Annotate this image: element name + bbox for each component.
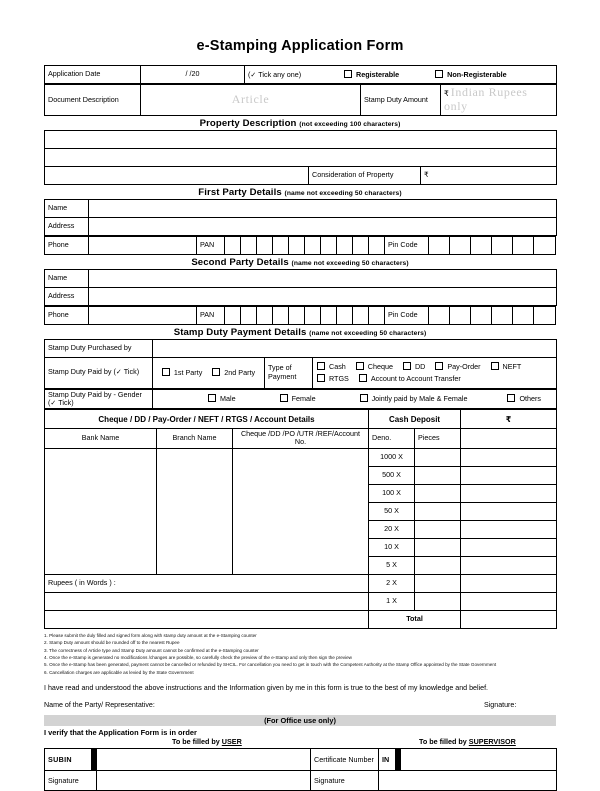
second-party-heading: Second Party Details (name not exceeding 50 characters) [191, 256, 409, 268]
stamp-duty-amount-input[interactable] [441, 85, 557, 116]
instrument-no-input[interactable] [233, 448, 369, 574]
pan-box[interactable] [257, 306, 273, 324]
deno-label: 5 X [369, 556, 415, 574]
second-party-option[interactable]: 2nd Party [212, 368, 255, 377]
signature-left-input[interactable] [97, 771, 311, 791]
first-party-phone-label: Phone [45, 236, 89, 254]
deno-pieces-input[interactable] [415, 520, 461, 538]
first-party-name-label: Name [45, 199, 89, 217]
to-be-filled-by-user: To be filled by USER [172, 737, 242, 747]
second-party-pan-label: PAN [197, 306, 225, 324]
deno-label: 500 X [369, 466, 415, 484]
property-line-1 [45, 130, 557, 148]
registerable-label: Registerable [356, 69, 400, 79]
type-of-payment-label: Type of Payment [265, 357, 313, 388]
non-registerable-option[interactable] [435, 70, 507, 79]
total-row [45, 610, 557, 628]
second-party-phone-row [45, 306, 556, 324]
checkbox-icon[interactable] [435, 362, 443, 370]
rupees-in-words-row-1 [45, 574, 557, 592]
office-use-table [44, 748, 557, 791]
name-of-party-label: Name of the Party/ Representative: [44, 701, 155, 710]
payment-mode-neft[interactable]: NEFT [491, 362, 522, 371]
deno-amount-input[interactable] [461, 448, 557, 466]
pan-box[interactable] [369, 306, 385, 324]
instrument-details-heading: Cheque / DD / Pay-Order / NEFT / RTGS / Account Details [45, 410, 369, 429]
declaration-text: I have read and understood the above instructions and the Information given by me in this form is true to the best of my knowledge and belief. [44, 684, 489, 693]
deno-amount-input[interactable] [461, 520, 557, 538]
header-table [44, 65, 557, 84]
property-line-1-input[interactable] [45, 130, 557, 148]
tick-hint: (✓ Tick any one) [248, 69, 302, 79]
in-prefix-label: IN [379, 749, 396, 771]
document-description-label: Document Description [45, 85, 141, 116]
first-party-address-label: Address [45, 217, 89, 235]
checkbox-icon[interactable] [280, 394, 288, 402]
subin-row [45, 749, 557, 771]
rupee-icon: ₹ [444, 89, 449, 98]
payment-mode-row-2 [317, 374, 552, 383]
signature-right-label: Signature [311, 771, 379, 791]
deno-amount-input[interactable] [461, 574, 557, 592]
checkbox-icon[interactable] [403, 362, 411, 370]
second-party-address-label: Address [45, 287, 89, 305]
deno-pieces-input[interactable] [415, 502, 461, 520]
first-party-address-input[interactable] [89, 217, 557, 235]
first-party-option[interactable]: 1st Party [162, 368, 202, 377]
instruction-item: 4. Once the e-Stamp is generated no modifications /changes are possible, so carefully check the preview of the e-Stamp and only then sign the preview [44, 655, 352, 661]
deno-amount-input[interactable] [461, 592, 557, 610]
gender-others-option[interactable]: Others [507, 394, 541, 403]
deno-label: 20 X [369, 520, 415, 538]
property-line-3-input[interactable] [45, 166, 309, 184]
second-party-address-input[interactable] [89, 287, 557, 305]
pincode-box[interactable] [471, 306, 492, 324]
col-deno: Deno. [369, 429, 415, 449]
registration-type-cell [245, 66, 557, 84]
document-description-input[interactable] [141, 85, 361, 116]
pan-box[interactable] [353, 306, 369, 324]
second-party-phone-table [44, 306, 556, 325]
deno-pieces-input[interactable] [415, 448, 461, 466]
checkbox-icon[interactable] [212, 368, 220, 376]
property-description-heading: Property Description (not exceeding 100 characters) [199, 117, 401, 129]
verify-text: I verify that the Application Form is in order [44, 728, 197, 738]
deno-row-1000 [45, 448, 557, 466]
deno-amount-input[interactable] [461, 466, 557, 484]
signature-row-bottom [45, 771, 557, 791]
purchased-by-input[interactable] [153, 339, 557, 357]
amount-heading: ₹ [461, 410, 557, 429]
pan-box[interactable] [241, 236, 257, 254]
signature-right-input[interactable] [379, 771, 557, 791]
total-value-input[interactable] [461, 610, 557, 628]
rupee-icon: ₹ [424, 169, 429, 179]
first-party-heading: First Party Details (name not exceeding 50 characters) [198, 186, 402, 198]
rupees-in-words-label: Rupees ( in Words ) : [45, 574, 369, 592]
paid-by-label: Stamp Duty Paid by (✓ Tick) [45, 357, 153, 388]
filled-by-row [44, 737, 556, 748]
payment-mode-cash[interactable]: Cash [317, 362, 346, 371]
stamp-duty-payment-heading: Stamp Duty Payment Details (name not exceeding 50 characters) [173, 326, 427, 338]
payment-mode-cheque[interactable]: Cheque [356, 362, 393, 371]
certificate-number-label: Certificate Number [311, 749, 379, 771]
payment-details-table [44, 409, 557, 629]
pincode-box[interactable] [450, 236, 471, 254]
pan-box[interactable] [289, 306, 305, 324]
amount-placeholder: Indian Rupees only [444, 85, 528, 113]
checkbox-icon[interactable] [435, 70, 443, 78]
certificate-number-input[interactable] [401, 749, 557, 771]
pan-box[interactable] [369, 236, 385, 254]
pincode-box[interactable] [513, 236, 534, 254]
first-party-pincode-label: Pin Code [385, 236, 429, 254]
pan-box[interactable] [273, 306, 289, 324]
pan-box[interactable] [225, 306, 241, 324]
stamp-duty-payment-table [44, 339, 557, 389]
gender-row [45, 389, 557, 409]
details-heading-row [45, 410, 557, 429]
stamp-duty-amount-label: Stamp Duty Amount [361, 85, 441, 116]
subin-input[interactable] [97, 749, 311, 771]
signature-row [44, 701, 556, 713]
deno-amount-input[interactable] [461, 502, 557, 520]
deno-amount-input[interactable] [461, 556, 557, 574]
first-party-name-input[interactable] [89, 199, 557, 217]
second-party-phone-input[interactable] [89, 306, 197, 324]
deno-pieces-input[interactable] [415, 556, 461, 574]
instructions-list [44, 632, 556, 677]
property-description-table [44, 130, 557, 185]
cash-deposit-heading: Cash Deposit [369, 410, 461, 429]
property-line-2 [45, 148, 557, 166]
payment-mode-pay-order[interactable]: Pay-Order [435, 362, 480, 371]
pan-box[interactable] [273, 236, 289, 254]
pincode-box[interactable] [492, 306, 513, 324]
branch-name-input[interactable] [157, 448, 233, 574]
pan-box[interactable] [305, 236, 321, 254]
second-party-phone-label: Phone [45, 306, 89, 324]
pan-box[interactable] [289, 236, 305, 254]
pan-box[interactable] [257, 236, 273, 254]
first-party-phone-row [45, 236, 556, 254]
office-use-bar: (For Office use only) [44, 715, 556, 726]
pincode-box[interactable] [492, 236, 513, 254]
form-sheet [44, 20, 556, 791]
pincode-box[interactable] [534, 306, 556, 324]
checkbox-icon[interactable] [344, 70, 352, 78]
page-title: e-Stamping Application Form [196, 38, 404, 54]
second-party-table [44, 269, 557, 306]
pan-box[interactable] [241, 306, 257, 324]
second-party-name-row [45, 269, 557, 287]
checkbox-icon[interactable] [507, 394, 515, 402]
pan-box[interactable] [353, 236, 369, 254]
deno-label: 50 X [369, 502, 415, 520]
payment-mode-dd[interactable]: DD [403, 362, 425, 371]
gender-female-option[interactable]: Female [280, 394, 316, 403]
payment-mode-account-transfer[interactable]: Account to Account Transfer [359, 374, 461, 383]
payment-mode-row-1 [317, 362, 552, 371]
first-party-name-row [45, 199, 557, 217]
checkbox-icon[interactable] [491, 362, 499, 370]
pincode-box[interactable] [429, 306, 450, 324]
deno-label: 2 X [369, 574, 415, 592]
instruction-item: 6. Cancellation charges are applicable as levied by the State Government [44, 669, 194, 675]
gender-jointly-option[interactable]: Jointly paid by Male & Female [360, 394, 468, 403]
second-party-address-row [45, 287, 557, 305]
checkbox-icon[interactable] [359, 374, 367, 382]
gender-table [44, 389, 557, 410]
paid-by-row [45, 357, 557, 388]
second-party-name-input[interactable] [89, 269, 557, 287]
first-party-phone-input[interactable] [89, 236, 197, 254]
instruction-item: 1. Please submit the duly filled and signed form along with stamp duty amount at the e-Stamping counter [44, 632, 257, 638]
pan-box[interactable] [337, 306, 353, 324]
to-be-filled-by-supervisor: To be filled by SUPERVISOR [419, 737, 516, 747]
second-party-name-label: Name [45, 269, 89, 287]
first-party-table [44, 199, 557, 236]
deno-pieces-input[interactable] [415, 592, 461, 610]
deno-amount-input[interactable] [461, 484, 557, 502]
application-date-input[interactable]: / /20 [141, 66, 245, 84]
rupees-in-words-row-2 [45, 592, 557, 610]
pan-box[interactable] [321, 236, 337, 254]
property-line-2-input[interactable] [45, 148, 557, 166]
application-date-row [45, 66, 557, 84]
deno-label: 100 X [369, 484, 415, 502]
deno-pieces-input[interactable] [415, 574, 461, 592]
purchased-by-label: Stamp Duty Purchased by [45, 339, 153, 357]
deno-label: 1000 X [369, 448, 415, 466]
registerable-option[interactable] [344, 70, 399, 79]
payment-mode-rtgs[interactable]: RTGS [317, 374, 349, 383]
non-registerable-label: Non-Registerable [447, 69, 507, 79]
paid-by-party-options [153, 357, 265, 388]
application-date-label: Application Date [45, 66, 141, 84]
gender-male-option[interactable]: Male [208, 394, 236, 403]
deno-pieces-input[interactable] [415, 484, 461, 502]
details-column-headers [45, 429, 557, 449]
bank-name-input[interactable] [45, 448, 157, 574]
instruction-item: 2. Stamp Duty amount should be rounded off to the nearest Rupee [44, 640, 180, 646]
pan-box[interactable] [305, 306, 321, 324]
checkbox-icon[interactable] [356, 362, 364, 370]
second-party-pincode-label: Pin Code [385, 306, 429, 324]
checkbox-icon[interactable] [317, 374, 325, 382]
payment-mode-options [313, 357, 557, 388]
pincode-box[interactable] [513, 306, 534, 324]
col-amount [461, 429, 557, 449]
signature-label: Signature: [484, 701, 517, 710]
first-party-phone-table [44, 236, 556, 255]
pan-box[interactable] [225, 236, 241, 254]
deno-amount-input[interactable] [461, 538, 557, 556]
col-pieces: Pieces [415, 429, 461, 449]
pincode-box[interactable] [429, 236, 450, 254]
property-line-3 [45, 166, 557, 184]
article-placeholder: Article [231, 91, 270, 106]
pan-box[interactable] [321, 306, 337, 324]
first-party-address-row [45, 217, 557, 235]
checkbox-icon[interactable] [208, 394, 216, 402]
signature-left-label: Signature [45, 771, 97, 791]
col-bank-name: Bank Name [45, 429, 157, 449]
purchased-by-row [45, 339, 557, 357]
col-instrument-no: Cheque /DD /PO /UTR /REF/Account No. [233, 429, 369, 449]
pincode-box[interactable] [534, 236, 556, 254]
deno-label: 1 X [369, 592, 415, 610]
checkbox-icon[interactable] [360, 394, 368, 402]
deno-label: 10 X [369, 538, 415, 556]
first-party-pan-label: PAN [197, 236, 225, 254]
consideration-label: Consideration of Property [309, 166, 421, 184]
document-description-table [44, 84, 557, 116]
consideration-input[interactable] [421, 166, 557, 184]
rupees-in-words-input-2[interactable] [45, 610, 369, 628]
pan-box[interactable] [337, 236, 353, 254]
deno-pieces-input[interactable] [415, 466, 461, 484]
rupees-in-words-input[interactable] [45, 592, 369, 610]
instruction-item: 3. The correctness of Article type and Stamp Duty amount cannot be confirmed at the e-Stamping counter [44, 647, 259, 653]
instruction-item: 5. Once the e-Stamp has been generated, payment cannot be cancelled or refunded by SHCIL. For cancellation you need to get in touch with the Competent Authority at the Stamp Office appointed by the State Government [44, 662, 497, 668]
total-label: Total [369, 610, 461, 628]
checkbox-icon[interactable] [162, 368, 170, 376]
col-branch-name: Branch Name [157, 429, 233, 449]
pincode-box[interactable] [471, 236, 492, 254]
gender-label: Stamp Duty Paid by - Gender (✓ Tick) [45, 389, 153, 409]
deno-pieces-input[interactable] [415, 538, 461, 556]
pincode-box[interactable] [450, 306, 471, 324]
gender-options [153, 389, 557, 409]
subin-label: SUBIN [45, 749, 92, 771]
checkbox-icon[interactable] [317, 362, 325, 370]
document-description-row [45, 85, 557, 116]
